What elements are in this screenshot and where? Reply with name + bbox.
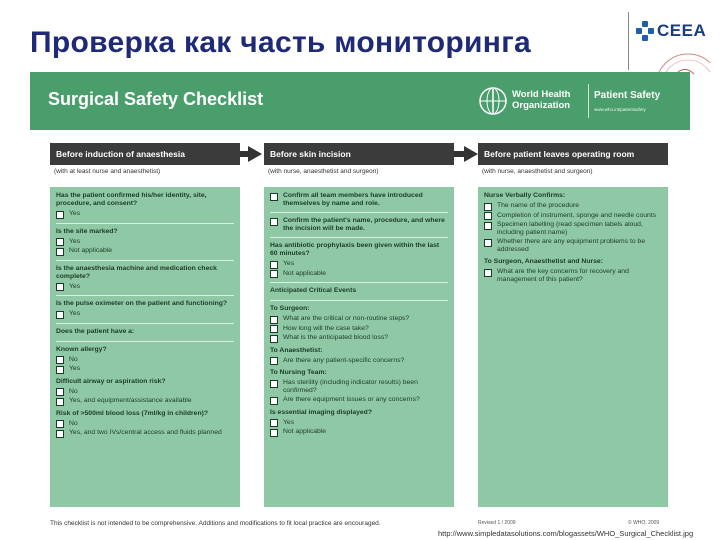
check-section [270, 287, 448, 301]
check-section [270, 369, 448, 405]
checkbox[interactable] [270, 419, 278, 427]
check-section [56, 228, 234, 261]
option-label: Yes, and two IVs/central access and fluids planned [69, 429, 222, 436]
check-question: Nurse Verbally Confirms: [484, 192, 566, 199]
option-label: No [69, 419, 78, 427]
checkbox[interactable] [270, 429, 278, 437]
option-label: Whether there are any equipment problems to be addressed [497, 238, 646, 253]
check-section [56, 265, 234, 297]
check-question: Is essential imaging displayed? [270, 408, 372, 416]
option-label: Yes [69, 210, 81, 217]
check-question: Difficult airway or aspiration risk? [56, 377, 166, 385]
check-option [56, 420, 234, 429]
check-option [270, 325, 448, 334]
checklist-copyright: © WHO, 2009 [628, 520, 660, 526]
check-section [56, 192, 234, 224]
check-section [484, 258, 662, 284]
option-label: How long will the case take? [283, 324, 369, 332]
checkbox[interactable] [56, 283, 64, 291]
arrow-right-icon [248, 146, 262, 162]
check-option [56, 365, 234, 374]
check-option [270, 334, 448, 343]
checkbox[interactable] [484, 222, 492, 230]
option-label: What is the anticipated blood loss? [283, 334, 389, 341]
checklist-title: Surgical Safety Checklist [48, 89, 264, 109]
check-section [270, 242, 448, 283]
check-option [56, 397, 234, 406]
check-option [484, 268, 662, 284]
check-option [270, 192, 448, 208]
option-label: Specimen labelling (read specimen labels aloud, including patient name) [497, 221, 643, 236]
checklist-footer-note: This checklist is not intended to be comprehensive. Additions and modifications to fit local practice are encouraged. [50, 520, 381, 527]
source-url: http://www.simpledatasolutions.com/blogassets/WHO_Surgical_Checklist.jpg [438, 529, 694, 538]
who-line-2: Organization [512, 100, 571, 111]
check-question: Is the anaesthesia machine and medication check complete? [56, 264, 217, 280]
checkbox[interactable] [270, 397, 278, 405]
option-label: Are there equipment issues or any concerns? [283, 396, 420, 403]
ceea-logo [636, 18, 716, 44]
option-label: Confirm the patient's name, procedure, and where the incision will be made. [283, 217, 445, 232]
checkbox[interactable] [56, 311, 64, 319]
column-before-induction [50, 187, 240, 507]
who-line-1: World Health [512, 89, 571, 100]
checkbox[interactable] [56, 430, 64, 438]
checkbox[interactable] [56, 366, 64, 374]
column-sub-2: (with nurse, anaesthetist and surgeon) [268, 168, 379, 175]
option-label: No [69, 387, 78, 395]
checkbox[interactable] [56, 420, 64, 428]
column-header-before-induction: Before induction of anaesthesia [50, 143, 240, 165]
checkbox[interactable] [56, 238, 64, 246]
option-label: Not applicable [69, 247, 113, 254]
option-label: The name of the procedure [497, 202, 579, 209]
check-section [270, 409, 448, 437]
option-label: Are there any patient-specific concerns? [283, 356, 405, 364]
check-section [56, 328, 234, 342]
option-label: Yes [69, 365, 81, 372]
check-option [56, 238, 234, 247]
checkbox[interactable] [484, 239, 492, 247]
check-option [56, 388, 234, 397]
patient-safety-label: Patient Safety [594, 90, 661, 101]
column-header-before-leaving: Before patient leaves operating room [478, 143, 668, 165]
band-divider [588, 84, 589, 118]
check-question: Has antibiotic prophylaxis been given within the last 60 minutes? [270, 242, 440, 257]
check-section [56, 300, 234, 324]
option-label: Yes [69, 310, 81, 317]
option-label: What are the critical or non-routine steps? [283, 315, 410, 322]
check-option [56, 429, 234, 438]
slide-title: Проверка как часть мониторинга [30, 26, 531, 59]
check-section [270, 217, 448, 238]
check-option [484, 238, 662, 254]
check-option [270, 260, 448, 269]
title-divider [628, 12, 629, 70]
column-sub-3: (with nurse, anaesthetist and surgeon) [482, 168, 593, 175]
column-header-before-incision: Before skin incision [264, 143, 454, 165]
checkbox[interactable] [484, 212, 492, 220]
check-section [270, 305, 448, 343]
who-name [512, 89, 570, 111]
checkbox[interactable] [484, 203, 492, 211]
check-option [270, 396, 448, 405]
surgical-safety-checklist [30, 72, 690, 530]
check-section [56, 410, 234, 438]
check-option [270, 379, 448, 395]
column-before-leaving [478, 187, 668, 507]
column-before-incision [264, 187, 454, 507]
ceea-logo-mark-icon [636, 21, 654, 41]
check-option [270, 357, 448, 366]
option-label: Yes, and equipment/assistance available [69, 397, 192, 404]
check-option [270, 315, 448, 324]
check-option [484, 212, 662, 221]
checkbox[interactable] [270, 380, 278, 388]
check-option [270, 419, 448, 428]
option-label: Not applicable [283, 428, 327, 435]
checkbox[interactable] [270, 335, 278, 343]
option-label: Yes [283, 260, 295, 267]
check-option [270, 270, 448, 279]
check-option [56, 210, 234, 219]
check-section [270, 192, 448, 213]
option-label: Not applicable [283, 269, 327, 277]
check-question: Risk of >500ml blood loss (7ml/kg in children)? [56, 409, 209, 417]
checkbox[interactable] [270, 325, 278, 333]
ceea-logo-text: CEEA [657, 21, 707, 40]
check-question: Does the patient have a: [56, 327, 135, 335]
option-label: Yes [69, 282, 81, 290]
check-section [270, 347, 448, 366]
checkbox[interactable] [484, 269, 492, 277]
check-option [484, 221, 662, 237]
checklist-revision: Revised 1 / 2009 [478, 520, 516, 526]
check-question: To Nursing Team: [270, 369, 327, 376]
check-question: Known allergy? [56, 345, 107, 353]
option-label: Has sterility (including indicator results) been confirmed? [283, 379, 418, 394]
check-option [56, 310, 234, 319]
checkbox[interactable] [56, 211, 64, 219]
checklist-header-band [30, 72, 690, 130]
option-label: No [69, 355, 78, 363]
checkbox[interactable] [270, 357, 278, 365]
check-option [270, 217, 448, 233]
check-question: Is the site marked? [56, 227, 118, 235]
checkbox[interactable] [56, 398, 64, 406]
checkbox[interactable] [270, 261, 278, 269]
checkbox[interactable] [270, 193, 278, 201]
check-option [484, 202, 662, 211]
option-label: Completion of instrument, sponge and needle counts [497, 211, 657, 219]
checkbox[interactable] [56, 356, 64, 364]
check-question: Anticipated Critical Events [270, 287, 357, 294]
check-question: To Surgeon: [270, 305, 310, 312]
patient-safety-url: www.who.int/patientsafety [594, 107, 646, 112]
checkbox[interactable] [56, 248, 64, 256]
check-section [56, 346, 234, 374]
checkbox[interactable] [56, 388, 64, 396]
who-globe-icon [478, 86, 508, 116]
checkbox[interactable] [270, 316, 278, 324]
check-option [56, 247, 234, 256]
option-label: Yes [69, 237, 81, 245]
checkbox[interactable] [270, 218, 278, 226]
arrow-right-icon [464, 146, 478, 162]
check-option [56, 356, 234, 365]
checkbox[interactable] [270, 270, 278, 278]
check-option [270, 428, 448, 437]
check-question: Is the pulse oximeter on the patient and functioning? [56, 300, 228, 307]
check-section [484, 192, 662, 254]
option-label: What are the key concerns for recovery and management of this patient? [497, 268, 629, 283]
check-question: Has the patient confirmed his/her identity, site, procedure, and consent? [56, 192, 207, 207]
option-label: Yes [283, 418, 295, 426]
option-label: Confirm all team members have introduced themselves by name and role. [283, 192, 423, 207]
column-sub-1: (with at least nurse and anaesthetist) [54, 168, 161, 175]
check-question: To Surgeon, Anaesthetist and Nurse: [484, 258, 603, 265]
check-question: To Anaesthetist: [270, 346, 323, 354]
check-section [56, 378, 234, 406]
check-option [56, 283, 234, 292]
